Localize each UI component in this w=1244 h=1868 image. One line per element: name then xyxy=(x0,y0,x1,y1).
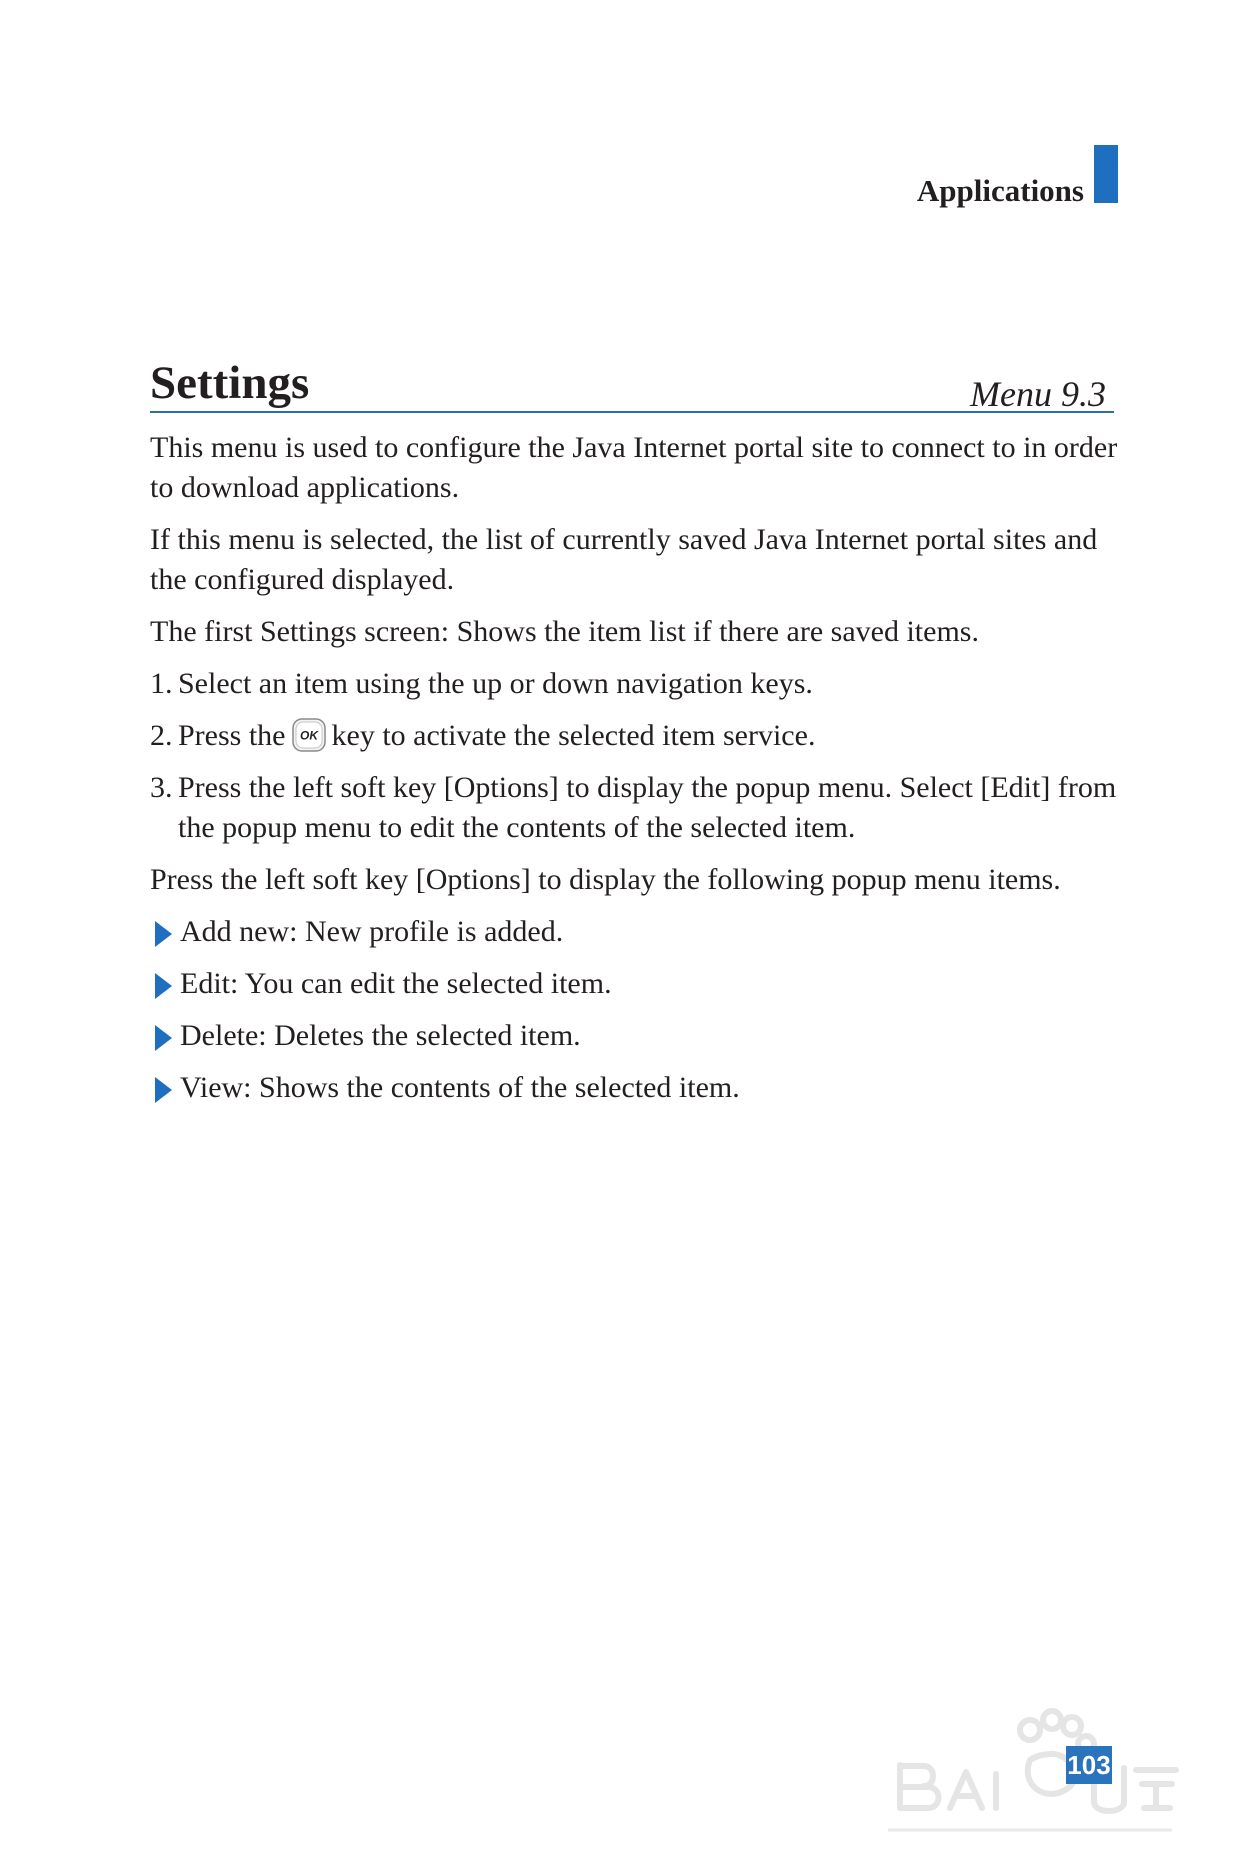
steps-list xyxy=(150,664,1120,848)
watermark-logo xyxy=(880,1690,1180,1845)
ok-key-icon xyxy=(292,718,326,752)
step-item xyxy=(150,716,1120,756)
popup-menu-item-text: Add new: New profile is added. xyxy=(180,915,564,948)
triangle-bullet-icon xyxy=(155,1077,172,1103)
step-item xyxy=(150,664,1120,704)
popup-menu-item-text: Edit: You can edit the selected item. xyxy=(180,967,612,1000)
popup-menu-item xyxy=(150,1068,1120,1108)
title-row xyxy=(150,353,1114,413)
page-body xyxy=(150,428,1120,1120)
triangle-bullet-icon xyxy=(155,973,172,999)
triangle-bullet-icon xyxy=(155,921,172,947)
intro-paragraph: This menu is used to configure the Java Internet portal site to connect to in order to download applications. xyxy=(150,431,1118,504)
menu-number: Menu 9.3 xyxy=(970,374,1106,414)
page-title: Settings xyxy=(150,357,310,409)
section-tab-marker xyxy=(1094,145,1118,203)
section-label: Applications xyxy=(916,173,1084,208)
ok-key-label: OK xyxy=(299,728,318,743)
intro-paragraph: If this menu is selected, the list of currently saved Java Internet portal sites and the configured displayed. xyxy=(150,523,1098,596)
page-number: 103 xyxy=(1066,1746,1112,1784)
step-text: Press the left soft key [Options] to display the popup menu. Select [Edit] from the popup menu to edit the contents of the selected item. xyxy=(178,771,1117,844)
step-text-after: key to activate the selected item service. xyxy=(331,719,816,752)
intro-paragraph: The first Settings screen: Shows the item list if there are saved items. xyxy=(150,615,979,648)
popup-intro: Press the left soft key [Options] to display the following popup menu items. xyxy=(150,863,1061,896)
popup-menu-list xyxy=(150,912,1120,1108)
popup-menu-item xyxy=(150,912,1120,952)
section-header xyxy=(917,145,1118,209)
step-number: 1. xyxy=(150,667,173,700)
triangle-bullet-icon xyxy=(155,1025,172,1051)
step-number: 2. xyxy=(150,719,173,752)
step-text-before: Press the xyxy=(178,719,286,752)
popup-menu-item-text: View: Shows the contents of the selected item. xyxy=(180,1071,740,1104)
step-number: 3. xyxy=(150,771,173,804)
step-item xyxy=(150,768,1120,848)
popup-menu-item xyxy=(150,1016,1120,1056)
popup-menu-item xyxy=(150,964,1120,1004)
step-text: Select an item using the up or down navigation keys. xyxy=(178,667,813,700)
popup-menu-item-text: Delete: Deletes the selected item. xyxy=(180,1019,581,1052)
